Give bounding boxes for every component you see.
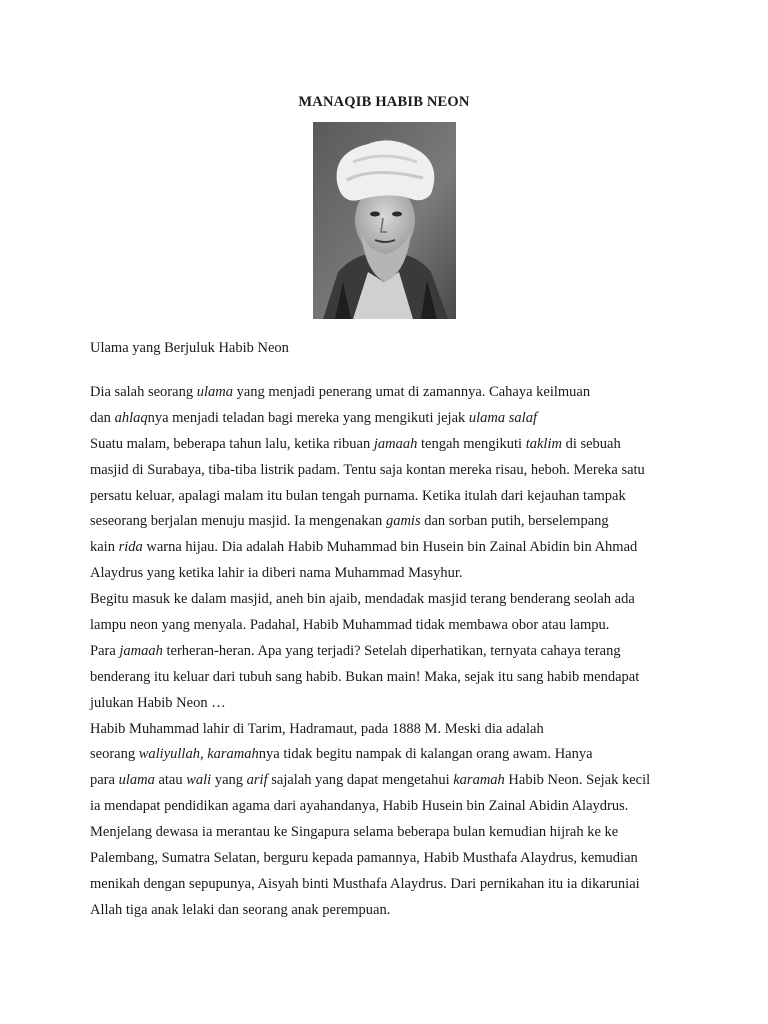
text-line: [90, 898, 690, 924]
text-segment: ia mendapat pendidikan agama dari ayahandanya, Habib Husein bin Zainal Abidin Alaydrus.: [90, 798, 629, 815]
text-line: [90, 820, 690, 846]
text-segment: yang menjadi penerang umat di zamannya. Cahaya keilmuan: [232, 384, 591, 400]
italic-term: taklim: [525, 435, 562, 452]
italic-term: karamah: [207, 746, 259, 763]
text-segment: seseorang berjalan menuju masjid. Ia mengenakan: [90, 513, 386, 530]
text-segment: di sebuah: [561, 435, 621, 452]
text-segment: ,: [199, 746, 208, 763]
text-segment: Dia salah seorang: [90, 384, 197, 400]
text-segment: kain: [90, 539, 119, 556]
text-segment: para: [90, 772, 119, 789]
text-line: [90, 406, 690, 432]
text-line: [90, 691, 690, 717]
text-line: [90, 613, 690, 639]
text-segment: persatu keluar, apalagi malam itu bulan tengah purnama. Ketika itulah dari kejauhan tampak: [90, 487, 626, 504]
article-body: [90, 380, 690, 924]
text-segment: sajalah yang dapat mengetahui: [267, 772, 454, 789]
italic-term: wali: [186, 772, 212, 789]
portrait-image: [313, 122, 456, 319]
text-segment: menikah dengan sepupunya, Aisyah binti Musthafa Alaydrus. Dari pernikahan itu ia dikaruniai: [90, 875, 640, 892]
page-title: MANAQIB HABIB NEON: [298, 94, 470, 110]
text-line: [90, 561, 690, 587]
italic-term: waliyullah: [138, 746, 200, 763]
text-line: [90, 794, 690, 820]
text-segment: Menjelang dewasa ia merantau ke Singapura selama beberapa bulan kemudian hijrah ke ke: [90, 824, 619, 841]
text-segment: yang: [211, 772, 247, 789]
portrait-photo: [313, 122, 456, 319]
text-line: [90, 535, 690, 561]
text-line: [90, 717, 690, 743]
text-segment: lampu neon yang menyala. Padahal, Habib Muhammad tidak membawa obor atau lampu.: [90, 617, 610, 634]
text-segment: Suatu malam, beberapa tahun lalu, ketika ribuan: [90, 435, 374, 452]
italic-term: arif: [246, 772, 268, 789]
text-segment: tengah mengikuti: [417, 435, 526, 452]
text-segment: seorang: [90, 746, 139, 763]
text-segment: dan: [90, 409, 115, 426]
italic-term: ulama: [118, 772, 155, 789]
italic-term: ulama: [196, 384, 233, 400]
text-segment: terheran-heran. Apa yang terjadi? Setelah diperhatikan, ternyata cahaya terang: [162, 642, 621, 659]
text-segment: atau: [154, 772, 187, 789]
text-line: [90, 509, 690, 535]
text-segment: dan sorban putih, berselempang: [420, 513, 609, 530]
text-segment: Alaydrus yang ketika lahir ia diberi nama Muhammad Masyhur.: [90, 565, 463, 582]
text-line: [90, 742, 690, 768]
text-segment: julukan Habib Neon …: [90, 694, 226, 711]
italic-term: jamaah: [119, 642, 163, 659]
text-segment: Begitu masuk ke dalam masjid, aneh bin ajaib, mendadak masjid terang benderang seolah ada: [90, 591, 635, 608]
text-line: [90, 846, 690, 872]
text-segment: Palembang, Sumatra Selatan, berguru kepada pamannya, Habib Musthafa Alaydrus, kemudian: [90, 850, 638, 867]
text-line: [90, 587, 690, 613]
text-line: [90, 768, 690, 794]
italic-term: ulama salaf: [468, 409, 537, 426]
text-segment: warna hijau. Dia adalah Habib Muhammad bin Husein bin Zainal Abidin bin Ahmad: [142, 539, 638, 556]
italic-term: ahlaq: [114, 409, 148, 426]
text-segment: benderang itu keluar dari tubuh sang habib. Bukan main! Maka, sejak itu sang habib mendapat: [90, 668, 640, 685]
italic-term: karamah: [453, 772, 505, 789]
text-segment: nya menjadi teladan bagi mereka yang mengikuti jejak: [147, 409, 469, 426]
text-segment: masjid di Surabaya, tiba-tiba listrik padam. Tentu saja kontan mereka risau, heboh. Mereka satu: [90, 461, 645, 478]
italic-term: jamaah: [373, 435, 418, 452]
text-segment: Allah tiga anak lelaki dan seorang anak perempuan.: [90, 901, 391, 918]
text-line: [90, 639, 690, 665]
italic-term: gamis: [385, 513, 421, 530]
text-segment: nya tidak begitu nampak di kalangan orang awam. Hanya: [258, 746, 593, 763]
text-line: [90, 484, 690, 510]
italic-term: rida: [118, 539, 143, 556]
text-line: [90, 665, 690, 691]
text-line: [90, 872, 690, 898]
text-segment: Habib Neon. Sejak kecil: [504, 772, 651, 789]
text-line: [90, 458, 690, 484]
section-heading: Ulama yang Berjuluk Habib Neon: [90, 340, 289, 356]
text-line: [90, 432, 690, 458]
text-segment: Para: [90, 642, 120, 659]
text-line: [90, 380, 690, 406]
text-segment: Habib Muhammad lahir di Tarim, Hadramaut, pada 1888 M. Meski dia adalah: [90, 720, 544, 737]
